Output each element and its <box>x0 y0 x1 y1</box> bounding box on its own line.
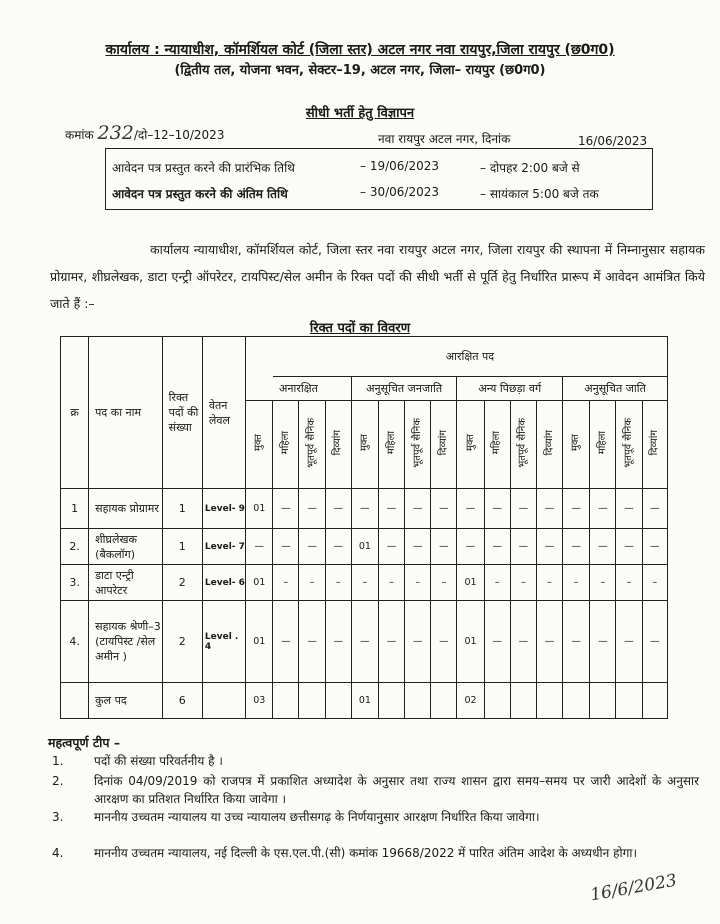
serial-cell: 4. <box>61 601 89 683</box>
category-count-cell: — <box>378 601 404 683</box>
category-count-cell: — <box>457 489 484 529</box>
reference-line <box>65 122 224 144</box>
note-number: 1. <box>52 754 64 768</box>
category-count-cell: — <box>431 489 457 529</box>
category-count-cell: – <box>351 565 378 601</box>
category-count-cell: — <box>563 529 590 565</box>
table-row <box>61 529 668 565</box>
category-count-cell: — <box>273 489 299 529</box>
category-count-cell: – <box>325 565 351 601</box>
office-title: कार्यालय : न्यायाधीश, कॉमर्शियल कोर्ट (जिला स्तर) अटल नगर नवा रायपुर,जिला रायपुर (छ0ग0) <box>105 42 615 58</box>
category-count-cell: — <box>536 489 562 529</box>
table-row <box>61 565 668 601</box>
category-subheader-label: महिला <box>491 431 503 455</box>
total-category-cell <box>325 683 351 719</box>
note-item <box>52 808 702 844</box>
category-count-cell: — <box>536 529 562 565</box>
total-row <box>61 683 668 719</box>
serial-cell: 1 <box>61 489 89 529</box>
post-name-cell: शीघ्रलेखक (बैकलॉग) <box>89 529 162 565</box>
category-count-cell: – <box>616 565 642 601</box>
note-text: दिनांक 04/09/2019 को राजपत्र में प्रकाशित अध्यादेश के अनुसार तथा राज्य शासन द्वारा समय–समय पर जारी आदेशों के अनुसार आरक्षण का प्रतिशत निर्धारित किया जावेगा । <box>94 774 699 806</box>
category-subheader-cell <box>378 401 404 489</box>
category-subheader-cell <box>325 401 351 489</box>
vacancy-table <box>60 336 668 719</box>
category-count-cell: — <box>299 601 325 683</box>
category-subheader-label: भूतपूर्व सैनिक <box>411 418 423 468</box>
category-count-cell: – <box>563 565 590 601</box>
category-count-cell: — <box>642 529 667 565</box>
total-category-cell <box>431 683 457 719</box>
category-count-cell: — <box>405 489 431 529</box>
pay-level-cell: Level- 9 <box>202 489 245 529</box>
category-count-cell: — <box>590 489 616 529</box>
category-count-cell: — <box>351 601 378 683</box>
obc-header: अन्य पिछड़ा वर्ग <box>457 377 563 401</box>
category-subheader-cell <box>299 401 325 489</box>
start-date: – 19/06/2023 <box>360 159 439 173</box>
category-subheader-label: दिव्यांग <box>648 430 660 456</box>
category-count-cell: — <box>457 529 484 565</box>
category-count-cell: 01 <box>457 565 484 601</box>
vacancy-count-cell: 2 <box>162 601 202 683</box>
office-address: (द्वितीय तल, योजना भवन, सेक्टर–19, अटल नगर, जिला– रायपुर (छ0ग0) <box>174 63 546 78</box>
total-category-cell <box>484 683 510 719</box>
application-dates-box <box>105 148 653 210</box>
place-label: नवा रायपुर अटल नगर, दिनांक <box>378 132 511 146</box>
note-text: माननीय उच्चतम न्यायालय या उच्च न्यायालय छत्तीसगढ़ के निर्णयानुसार आरक्षण निर्धारित किया जावेगा। <box>94 810 540 824</box>
category-count-cell: – <box>536 565 562 601</box>
pay-level-cell: Level . 4 <box>202 601 245 683</box>
category-count-cell: — <box>590 601 616 683</box>
post-name-cell: सहायक श्रेणी–3 (टायपिस्ट /सेल अमीन ) <box>89 601 162 683</box>
pay-level-cell <box>202 683 245 719</box>
total-category-cell <box>563 683 590 719</box>
category-count-cell: — <box>510 601 536 683</box>
category-count-cell: – <box>299 565 325 601</box>
vacancy-count-cell: 2 <box>162 565 202 601</box>
category-count-cell: 01 <box>351 529 378 565</box>
category-count-cell: — <box>378 489 404 529</box>
total-category-cell <box>405 683 431 719</box>
category-subheader-cell <box>431 401 457 489</box>
category-subheader-cell <box>590 401 616 489</box>
end-time: – सायंकाल 5:00 बजे तक <box>480 187 599 201</box>
pay-level-cell: Level- 7 <box>202 529 245 565</box>
reference-number: 232 <box>97 122 134 144</box>
category-count-cell: – <box>378 565 404 601</box>
total-category-cell: 02 <box>457 683 484 719</box>
category-subheader-cell <box>536 401 562 489</box>
category-count-cell: — <box>378 529 404 565</box>
category-subheader-label: भूतपूर्व सैनिक <box>517 418 529 468</box>
category-subheader-cell <box>246 401 273 489</box>
category-subheader-label: महिला <box>279 431 291 455</box>
post-name-header: पद का नाम <box>89 337 162 489</box>
category-count-cell: — <box>431 601 457 683</box>
category-count-cell: — <box>405 529 431 565</box>
sc-header: अनुसूचित जाति <box>563 377 668 401</box>
category-count-cell: — <box>273 529 299 565</box>
category-subheader-label: भूतपूर्व सैनिक <box>622 418 634 468</box>
category-subheader-cell <box>351 401 378 489</box>
notes-title: महत्वपूर्ण टीप – <box>48 735 121 750</box>
category-count-cell: — <box>484 529 510 565</box>
serial-header: क्र <box>61 337 89 489</box>
advertisement-subject: सीधी भर्ती हेतु विज्ञापन <box>305 106 415 121</box>
category-count-cell: – <box>484 565 510 601</box>
category-subheader-label: मुक्त <box>253 434 265 452</box>
pay-level-header: वेतन लेवल <box>202 337 245 489</box>
category-count-cell: – <box>590 565 616 601</box>
category-count-cell: — <box>325 529 351 565</box>
note-number: 2. <box>52 774 64 788</box>
category-count-cell: — <box>484 601 510 683</box>
total-category-cell <box>378 683 404 719</box>
category-count-cell: — <box>616 489 642 529</box>
table-row <box>61 489 668 529</box>
total-label-cell: कुल पद <box>89 683 162 719</box>
vacancy-count-cell: 1 <box>162 489 202 529</box>
end-date: – 30/06/2023 <box>360 185 439 199</box>
category-count-cell: — <box>642 489 667 529</box>
total-category-cell <box>510 683 536 719</box>
vacancy-count-cell: 1 <box>162 529 202 565</box>
category-count-cell: – <box>431 565 457 601</box>
category-subheader-label: महिला <box>385 431 397 455</box>
category-count-cell: — <box>273 601 299 683</box>
category-subheader-cell <box>457 401 484 489</box>
category-subheader-label: महिला <box>596 431 608 455</box>
category-count-cell: — <box>405 601 431 683</box>
note-text: माननीय उच्चतम न्यायालय, नई दिल्ली के एस.एल.पी.(सी) कमांक 19668/2022 में पारित अंतिम आदेश के अध्यधीन होगा। <box>94 846 638 860</box>
vacancy-count-header: रिक्त पदों की संख्या <box>162 337 202 489</box>
st-header: अनुसूचित जनजाति <box>351 377 457 401</box>
total-category-cell: 03 <box>246 683 273 719</box>
category-subheader-cell <box>642 401 667 489</box>
serial-cell: 3. <box>61 565 89 601</box>
start-time: – दोपहर 2:00 बजे से <box>480 161 580 175</box>
category-subheader-cell <box>510 401 536 489</box>
category-subheader-cell <box>273 401 299 489</box>
note-item <box>52 752 702 770</box>
category-count-cell: – <box>273 565 299 601</box>
category-subheader-label: दिव्यांग <box>543 430 555 456</box>
serial-cell <box>61 683 89 719</box>
category-count-cell: — <box>431 529 457 565</box>
total-category-cell <box>299 683 325 719</box>
category-count-cell: — <box>299 489 325 529</box>
category-count-cell: — <box>616 601 642 683</box>
note-item <box>52 844 702 880</box>
category-count-cell: – <box>642 565 667 601</box>
issue-date: 16/06/2023 <box>578 134 648 148</box>
category-count-cell: – <box>405 565 431 601</box>
category-subheader-label: मुक्त <box>570 434 582 452</box>
category-subheader-label: दिव्यांग <box>437 430 449 456</box>
category-count-cell: 01 <box>457 601 484 683</box>
category-count-cell: — <box>325 601 351 683</box>
category-count-cell: — <box>510 529 536 565</box>
note-number: 4. <box>52 846 64 860</box>
intro-paragraph <box>50 236 705 317</box>
category-subheader-label: दिव्यांग <box>332 430 344 456</box>
category-count-cell: — <box>484 489 510 529</box>
table-row <box>61 601 668 683</box>
category-count-cell: — <box>616 529 642 565</box>
category-count-cell: — <box>325 489 351 529</box>
category-count-cell: — <box>536 601 562 683</box>
total-category-cell: 01 <box>351 683 378 719</box>
unreserved-header: अनारक्षित <box>246 377 352 401</box>
category-count-cell: — <box>299 529 325 565</box>
category-subheader-label: मुक्त <box>464 434 476 452</box>
category-count-cell: — <box>351 489 378 529</box>
category-subheader-cell <box>405 401 431 489</box>
category-count-cell: 01 <box>246 489 273 529</box>
reference-label: कमांक <box>65 128 94 142</box>
serial-cell: 2. <box>61 529 89 565</box>
reference-suffix: /दो–12–10/2023 <box>133 128 225 142</box>
total-category-cell <box>536 683 562 719</box>
category-count-cell: — <box>642 601 667 683</box>
category-count-cell: — <box>590 529 616 565</box>
category-count-cell: – <box>510 565 536 601</box>
total-category-cell <box>642 683 667 719</box>
end-date-label: आवेदन पत्र प्रस्तुत करने की अंतिम तिथि <box>112 187 288 201</box>
total-count-cell: 6 <box>162 683 202 719</box>
category-subheader-cell <box>484 401 510 489</box>
category-count-cell: — <box>563 601 590 683</box>
note-text: पदों की संख्या परिवर्तनीय है । <box>94 754 223 768</box>
category-count-cell: — <box>563 489 590 529</box>
post-name-cell: सहायक प्रोग्रामर <box>89 489 162 529</box>
category-count-cell: 01 <box>246 565 273 601</box>
note-item <box>52 772 702 808</box>
total-category-cell <box>590 683 616 719</box>
reserved-posts-header: आरक्षित पद <box>273 337 668 377</box>
category-subheader-cell <box>616 401 642 489</box>
category-subheader-label: भूतपूर्व सैनिक <box>306 418 318 468</box>
category-subheader-cell <box>563 401 590 489</box>
category-count-cell: — <box>246 529 273 565</box>
intro-text: कार्यालय न्यायाधीश, कॉमर्शियल कोर्ट, जिला स्तर नवा रायपुर अटल नगर, जिला रायपुर की स्थापना में निम्नानुसार सहायक प्रोग्रामर, शीघ्रलेखक, डाटा एन्ट्री ऑपरेटर, टायपिस्ट/सेल अमीन के रिक्त पदों की सीधी भर्ती से पूर्ति हेतु निर्धारित प्रारूप में आवेदन आमंत्रित किये जाते हैं :– <box>50 242 705 311</box>
category-subheader-label: मुक्त <box>358 434 370 452</box>
total-category-cell <box>273 683 299 719</box>
pay-level-cell: Level- 6 <box>202 565 245 601</box>
note-number: 3. <box>52 810 64 824</box>
handwritten-signature-date: 16/6/2023 <box>588 870 679 906</box>
category-count-cell: — <box>510 489 536 529</box>
table-title: रिक्त पदों का विवरण <box>309 321 411 336</box>
post-name-cell: डाटा एन्ट्री आपरेटर <box>89 565 162 601</box>
category-count-cell: 01 <box>246 601 273 683</box>
total-category-cell <box>616 683 642 719</box>
start-date-label: आवेदन पत्र प्रस्तुत करने की प्रारंभिक तिथि <box>112 161 295 175</box>
